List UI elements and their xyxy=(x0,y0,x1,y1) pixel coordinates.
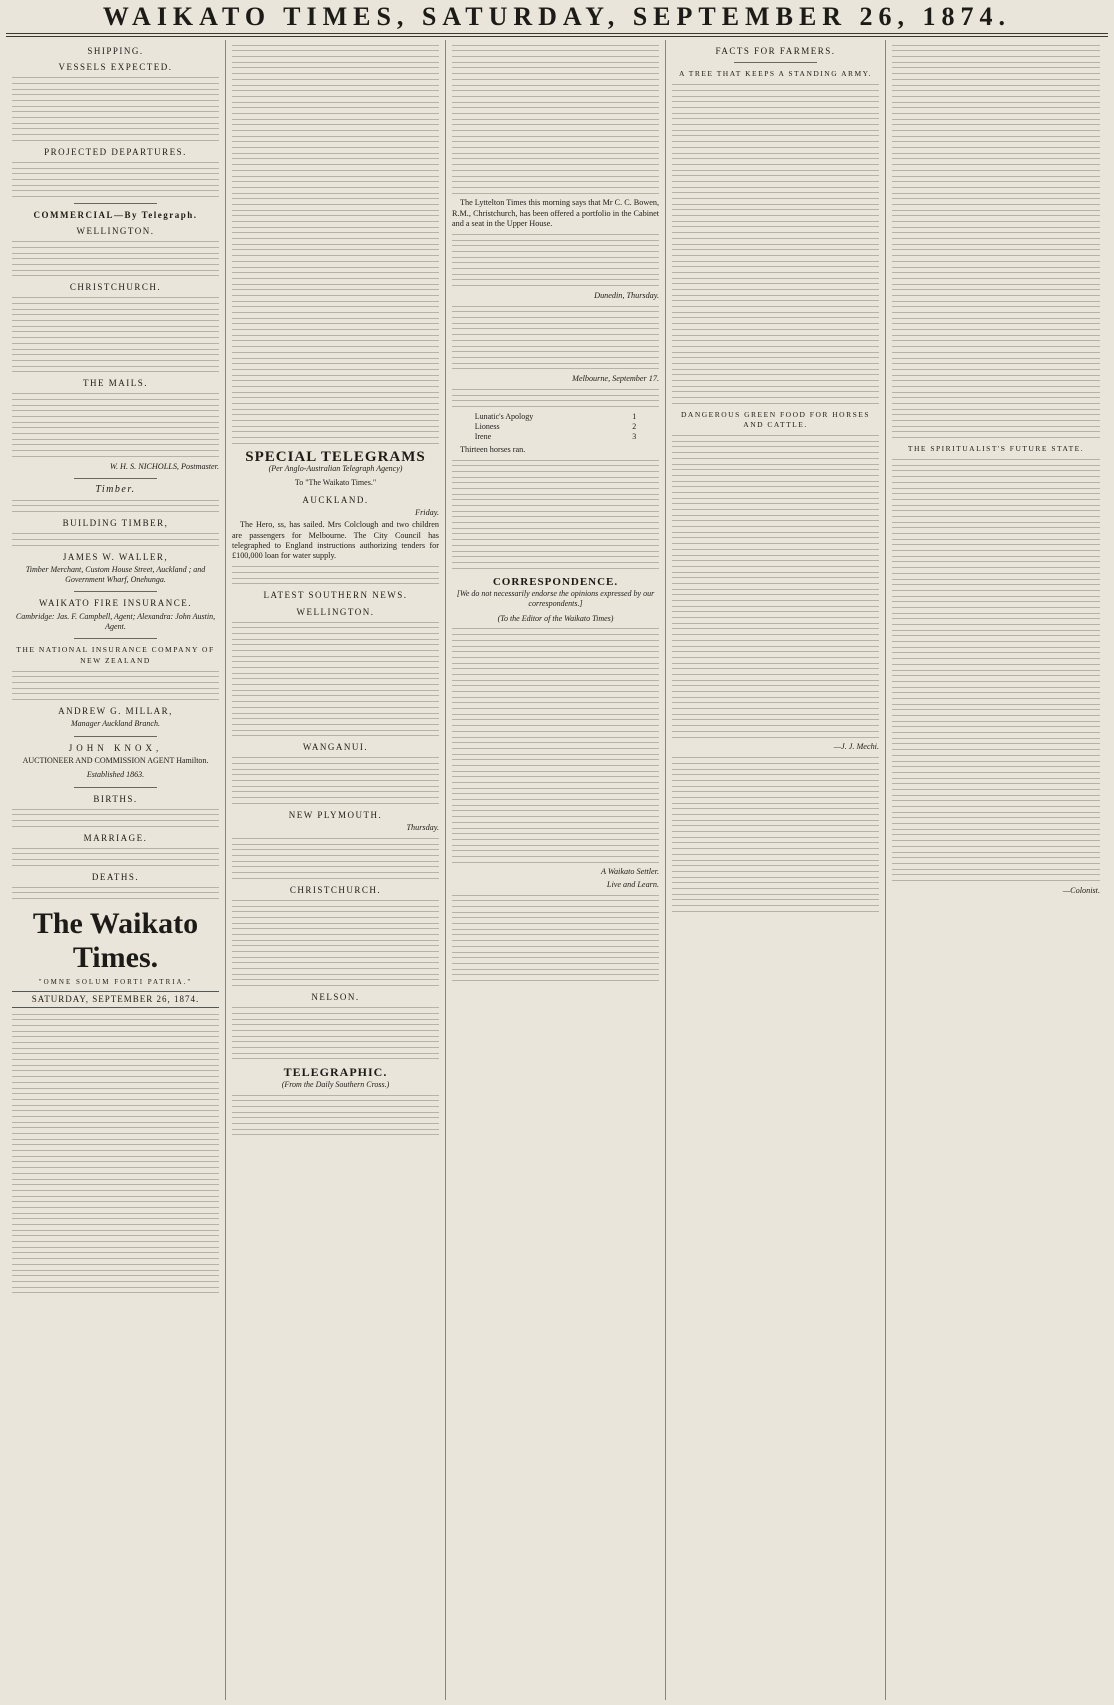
race-row xyxy=(473,432,639,442)
column-2 xyxy=(226,40,446,1700)
horse-name: Lioness xyxy=(474,421,500,431)
marriage-heading: MARRIAGE. xyxy=(83,832,148,843)
separator xyxy=(74,736,157,737)
paper-title: The Waikato Times. xyxy=(32,906,199,974)
marriage-text xyxy=(12,848,219,866)
horse-name: Irene xyxy=(474,432,492,442)
column-4 xyxy=(666,40,886,1700)
separator xyxy=(74,787,157,788)
new-plymouth-heading: NEW PLYMOUTH. xyxy=(288,809,383,820)
page-masthead xyxy=(0,4,1114,30)
editorial-date: SATURDAY, SEPTEMBER 26, 1874. xyxy=(12,991,219,1007)
race-row xyxy=(473,422,639,432)
new-plymouth-text xyxy=(232,838,439,879)
auckland-text: The Hero, ss, has sailed. Mrs Colclough and two children are passengers for Melbourne. The City Council has telegraphed to England instructions authorizing tenders for £100,000 loan for water supply. xyxy=(232,520,439,561)
departures-text xyxy=(12,162,219,197)
tree-text xyxy=(672,84,879,404)
separator xyxy=(74,638,157,639)
waller-address: Timber Merchant, Custom House Street, Auckland ; and Government Wharf, Onehunga. xyxy=(25,564,206,585)
letter-signature: A Waikato Settler. xyxy=(601,867,659,877)
christchurch-news-text xyxy=(232,900,439,986)
special-telegrams-source: (Per Anglo-Australian Telegraph Agency) xyxy=(268,464,403,474)
horse-place: 2 xyxy=(632,421,637,431)
knox-title: AUCTIONEER AND COMMISSION AGENT Hamilton. xyxy=(22,755,209,765)
dangerous-food-text xyxy=(672,435,879,737)
spiritualist-text xyxy=(892,459,1100,881)
telegraphic-heading: TELEGRAPHIC. xyxy=(283,1065,388,1080)
auckland-more xyxy=(232,566,439,584)
letter-text xyxy=(452,628,659,862)
timber-text xyxy=(12,500,219,512)
mechi-signature: —J. J. Mechi. xyxy=(833,742,879,752)
christchurch-heading: CHRISTCHURCH. xyxy=(69,282,162,293)
columns xyxy=(6,40,1108,1700)
masthead-rule xyxy=(6,33,1108,34)
national-insurance-heading: THE NATIONAL INSURANCE COMPANY OF NEW ZEALAND xyxy=(16,645,215,665)
auckland-date: Friday. xyxy=(415,508,439,517)
dangerous-food-heading: DANGEROUS GREEN FOOD FOR HORSES AND CATTLE. xyxy=(680,409,871,430)
politics-text xyxy=(452,45,659,194)
wellington-market-text xyxy=(12,241,219,276)
vessels-expected-heading: VESSELS EXPECTED. xyxy=(58,62,173,73)
wellington-heading: WELLINGTON. xyxy=(76,226,155,237)
building-timber-heading: BUILDING TIMBER, xyxy=(62,518,169,529)
mails-heading: THE MAILS. xyxy=(83,378,148,389)
sunflower-text xyxy=(892,45,1100,438)
millar-name: ANDREW G. MILLAR, xyxy=(58,706,173,717)
correspondence-heading: CORRESPONDENCE. xyxy=(492,575,619,588)
postmaster-signature: W. H. S. NICHOLLS, Postmaster. xyxy=(109,461,219,471)
editorial-text xyxy=(12,1014,219,1294)
births-text xyxy=(12,809,219,827)
wellington-news-heading: WELLINGTON. xyxy=(296,606,375,617)
separator xyxy=(74,591,157,592)
auckland-heading: AUCKLAND. xyxy=(302,494,369,505)
horse-place: 1 xyxy=(632,411,637,421)
correspondence-note: [We do not necessarily endorse the opinions expressed by our correspondents.] xyxy=(456,588,655,609)
new-plymouth-date: Thursday. xyxy=(406,823,439,833)
column-3 xyxy=(446,40,666,1700)
to-editor: (To the Editor of the Waikato Times) xyxy=(497,613,614,623)
horse-name: Lunatic's Apology xyxy=(474,411,534,421)
waller-name: JAMES W. WALLER, xyxy=(62,551,169,562)
shipping-text xyxy=(12,77,219,141)
farmers-heading: FACTS FOR FARMERS. xyxy=(715,46,836,56)
special-telegrams-heading: SPECIAL TELEGRAMS xyxy=(245,448,426,465)
letter-2-text xyxy=(452,895,659,981)
special-telegrams-to: To "The Waikato Times." xyxy=(294,478,377,488)
millar-title: Manager Auckland Branch. xyxy=(71,719,160,729)
established: Established 1863. xyxy=(86,770,145,780)
dunedin-text xyxy=(452,306,659,370)
continued-text xyxy=(232,45,439,444)
insurance-text xyxy=(12,671,219,700)
masthead-rule-2 xyxy=(6,36,1108,37)
wanganui-heading: WANGANUI. xyxy=(302,742,369,753)
latest-southern-heading: LATEST SOUTHERN NEWS. xyxy=(263,590,408,601)
colonist-signature: —Colonist. xyxy=(1062,885,1100,895)
deaths-heading: DEATHS. xyxy=(91,871,140,882)
christchurch-market-text xyxy=(12,297,219,372)
separator xyxy=(74,203,157,204)
nelson-heading: NELSON. xyxy=(311,992,360,1003)
lyttelton-text: The Lyttelton Times this morning says that Mr C. C. Bowen, R.M., Christchurch, has been offered a portfolio in the Cabinet and a seat in the Upper House. xyxy=(452,198,660,228)
cabinet-text xyxy=(452,234,659,286)
race-results xyxy=(473,412,639,443)
nelson-text xyxy=(232,1007,439,1059)
race-row xyxy=(473,412,639,422)
column-5 xyxy=(886,40,1106,1700)
poultry-text xyxy=(672,757,879,912)
building-timber-text xyxy=(12,533,219,545)
christchurch-news-heading: CHRISTCHURCH. xyxy=(289,884,382,895)
births-heading: BIRTHS. xyxy=(93,793,138,804)
dunedin-dateline: Dunedin, Thursday. xyxy=(594,290,659,300)
masthead-title: WAIKATO TIMES, SATURDAY, SEPTEMBER 26, 1874. xyxy=(102,2,1012,31)
tree-heading: A TREE THAT KEEPS A STANDING ARMY. xyxy=(679,69,872,79)
separator xyxy=(734,62,817,63)
deaths-text xyxy=(12,887,219,899)
paper-motto: "OMNE SOLUM FORTI PATRIA." xyxy=(38,977,193,986)
fire-insurance-agents: Cambridge: Jas. F. Campbell, Agent; Alexandra: John Austin, Agent. xyxy=(15,611,216,632)
letter-signature-2: Live and Learn. xyxy=(606,879,659,889)
melbourne-dateline: Melbourne, September 17. xyxy=(572,373,659,383)
projected-departures-heading: PROJECTED DEPARTURES. xyxy=(44,146,187,157)
race-note: Thirteen horses ran. xyxy=(460,444,526,454)
mails-text xyxy=(12,393,219,457)
shipping-heading: SHIPPING. xyxy=(87,46,144,56)
spiritualist-heading: THE SPIRITUALIST'S FUTURE STATE. xyxy=(907,444,1085,454)
commercial-heading: COMMERCIAL—By Telegraph. xyxy=(33,209,198,220)
fire-insurance-heading: WAIKATO FIRE INSURANCE. xyxy=(38,598,193,609)
telegraphic-source: (From the Daily Southern Cross.) xyxy=(281,1079,390,1089)
news-text xyxy=(452,460,659,569)
telegraphic-text xyxy=(232,1095,439,1136)
melbourne-text xyxy=(452,389,659,407)
knox-name: JOHN KNOX, xyxy=(68,742,163,753)
timber-heading: Timber. xyxy=(95,483,136,495)
column-1 xyxy=(6,40,226,1700)
wanganui-text xyxy=(232,757,439,804)
horse-place: 3 xyxy=(632,432,637,442)
wellington-news-text xyxy=(232,622,439,737)
separator xyxy=(74,478,157,479)
